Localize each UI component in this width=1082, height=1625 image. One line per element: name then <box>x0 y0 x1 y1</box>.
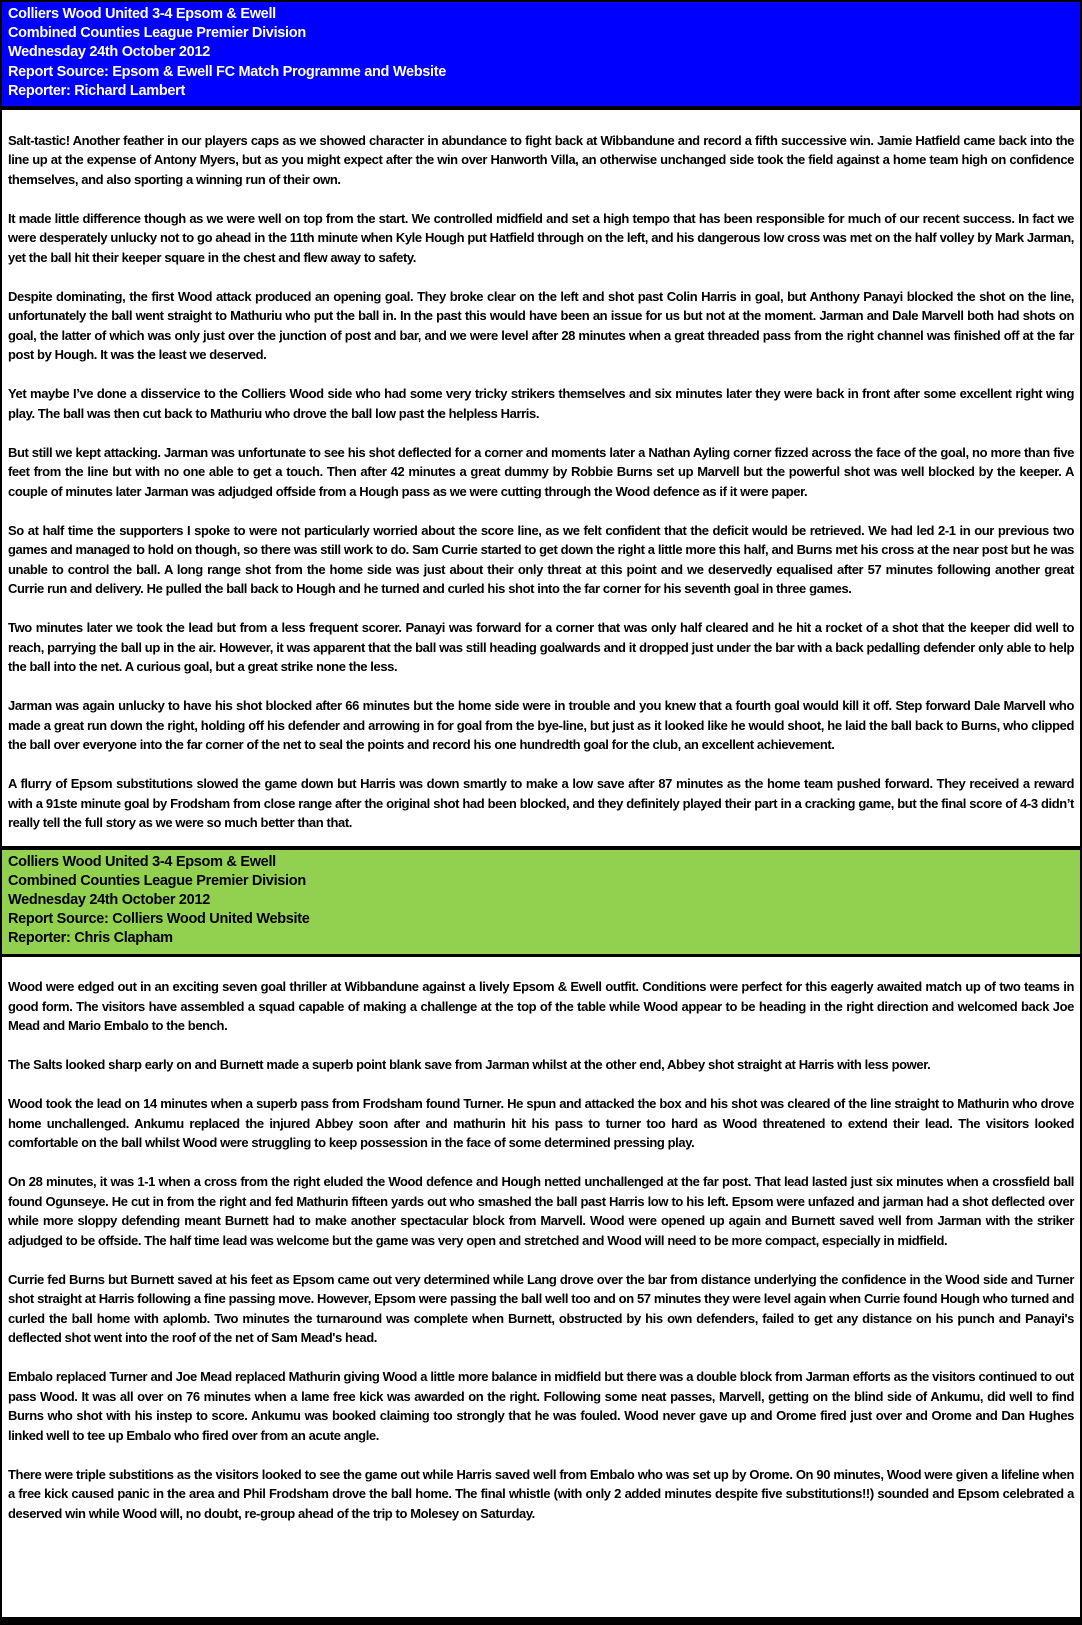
report2-league: Combined Counties League Premier Division <box>8 872 306 889</box>
report2-paragraph-5: Currie fed Burns but Burnett saved at his feet as Epsom came out very determined while Lang drove over the bar from distance underlying the confidence in the Wood side and Turner shot straight at Harris following a fine passing move. However, Epsom were passing the ball well too and on 57 minutes they were level again when Currie found Hough who turned and curled the ball home with aplomb. Two minutes the turnaround was complete when Burnett, obstructed by his own defenders, failed to get any distance on his punch and Panayi's deflected shot went into the roof of the net of Sam Mead's head. <box>8 1271 1074 1346</box>
report2-paragraph-3: Wood took the lead on 14 minutes when a superb pass from Frodsham found Turner. He spun and attacked the box and his shot was cleared of the line straight to Mathurin who drove home unchallenged. Ankumu replaced the injured Abbey soon after and mathurin hit his pass to turner too hard as Wood threatened to extend their lead. The visitors looked comfortable on the ball whilst Wood were struggling to keep possession in the face of some determined pressing play. <box>8 1096 1074 1151</box>
report2-paragraph-6: Embalo replaced Turner and Joe Mead replaced Mathurin giving Wood a little more balance in midfield but there was a double block from Jarman efforts as the visitors continued to out pass Wood. It was all over on 76 minutes when a lame free kick was awarded on the right. Following some neat passes, Marvell, getting on the blind side of Ankumu, did well to find Burns who shot with his instep to score. Ankumu was booked claiming too strongly that he was fouled. Wood never gave up and Orome fired just over and Orome and Dan Hughes linked well to tee up Embalo who fired over from an acute angle. <box>8 1369 1074 1443</box>
bottom-divider <box>2 1617 1080 1625</box>
report2-paragraph-1: Wood were edged out in an exciting seven goal thriller at Wibbandune against a lively Epsom & Ewell outfit. Conditions were perfect for this eagerly awaited match up of two teams in good form. The visitors have assembled a squad capable of making a challenge at the top of the table while Wood appear to be heading in the right direction and welcomed back Joe Mead and Mario Embalo to the bench. <box>8 979 1074 1034</box>
report2-body <box>2 957 1080 1537</box>
report1-paragraph-4: Yet maybe I’ve done a disservice to the Colliers Wood side who had some very tricky strikers themselves and six minutes later they were back in front after some excellent right wing play. The ball was then cut back to Mathuriu who drove the ball low past the helpless Harris. <box>8 386 1074 421</box>
report1-league: Combined Counties League Premier Division <box>8 25 306 42</box>
report1-match-title: Colliers Wood United 3-4 Epsom & Ewell <box>8 6 276 22</box>
report1-paragraph-1: Salt-tastic! Another feather in our players caps as we showed character in abundance to fight back at Wibbandune and record a fifth successive win. Jamie Hatfield came back into the line up at the expense of Antony Myers, but as you might expect after the win over Hanworth Villa, an otherwise unchanged side took the field against a home team high on confidence themselves, and also sporting a winning run of their own. <box>8 132 1074 187</box>
report1-paragraph-9: A flurry of Epsom substitutions slowed the game down but Harris was down smartly to make a low save after 87 minutes as the home team pushed forward. They received a reward with a 91ste minute goal by Frodsham from close range after the original shot had been blocked, and they definitely played their part in a cracking game, but the final score of 4-3 didn’t really tell the full story as we were so much better than that. <box>8 776 1074 831</box>
report1-date: Wednesday 24th October 2012 <box>8 44 210 61</box>
report2-date: Wednesday 24th October 2012 <box>8 891 210 908</box>
report1-source: Report Source: Epsom & Ewell FC Match Programme and Website <box>8 63 447 80</box>
report2-paragraph-4: On 28 minutes, it was 1-1 when a cross from the right eluded the Wood defence and Hough netted unchallenged at the far post. That lead lasted just six minutes when a crossfield ball found Ogunseye. He cut in from the right and fed Mathurin fifteen yards out who smashed the ball past Harris low to his left. Epsom were unfazed and jarman had a shot deflected over while more sloppy defending meant Burnett had to make another spectacular block from Marvell. Wood were opened up again and Burnett saved well from Jarman with the striker adjudged to be offside. The half time lead was welcome but the game was very open and stretched and Wood will need to be more compact, especially in midfield. <box>8 1174 1074 1248</box>
report2-paragraph-2: The Salts looked sharp early on and Burnett made a superb point blank save from Jarman whilst at the other end, Abbey shot straight at Harris with less power. <box>8 1057 931 1073</box>
report2-paragraph-7: There were triple substitions as the visitors looked to see the game out while Harris saved well from Embalo who was set up by Orome. On 90 minutes, Wood were given a lifeline when a free kick caused panic in the area and Phil Frodsham drove the ball home. The final whistle (with only 2 added minutes despite five substitutions!!) sounded and Epsom celebrated a deserved win while Wood will, no doubt, re-group ahead of the trip to Molesey on Saturday. <box>8 1466 1074 1521</box>
report1-paragraph-6: So at half time the supporters I spoke to were not particularly worried about the score line, as we felt confident that the deficit would be retrieved. We had led 2-1 in our previous two games and managed to hold on though, so there was still work to do. Sam Currie started to get down the right a little more this half, and Burns met his cross at the near post but he was unable to control the ball. A long range shot from the home side was just about their only threat at this point and we deservedly equalised after 57 minutes following another great Currie run and delivery. He pulled the ball back to Hough and he turned and curled his shot into the far corner for his seventh goal in three games. <box>8 522 1074 597</box>
report2-match-title: Colliers Wood United 3-4 Epsom & Ewell <box>8 853 276 870</box>
report1-paragraph-2: It made little difference though as we were well on top from the start. We controlled midfield and set a high tempo that has been responsible for much of our recent success. In fact we were desperately unlucky not to go ahead in the 11th minute when Kyle Hough put Hatfield through on the left, and his dangerous low cross was met on the half volley by Mark Jarman, yet the ball hit their keeper square in the chest and flew away to safety. <box>8 210 1074 265</box>
report1-reporter: Reporter: Richard Lambert <box>8 82 186 99</box>
report1-body <box>2 110 1080 846</box>
report2-source: Report Source: Colliers Wood United Website <box>8 911 310 928</box>
report1-paragraph-8: Jarman was again unlucky to have his shot blocked after 66 minutes but the home side were in trouble and you knew that a fourth goal would kill it off. Step forward Dale Marvell who made a great run down the right, holding off his defender and arrowing in for goal from the bye-line, but just as it looked like he would shoot, he laid the ball back to Burns, who clipped the ball over everyone into the far corner of the net to seal the points and record his one hundredth goal for the club, an excellent achievement. <box>8 698 1074 753</box>
report1-paragraph-5: But still we kept attacking. Jarman was unfortunate to see his shot deflected for a corner and moments later a Nathan Ayling corner fizzed across the face of the goal, no more than five feet from the line but with no one able to get a touch. Then after 42 minutes a great dummy by Robbie Burns set up Marvell but the powerful shot was well blocked by the keeper. A couple of minutes later Jarman was adjudged offside from a Hough pass as we were cutting through the Wood defence as if it were paper. <box>8 444 1074 499</box>
report2-header <box>2 846 1080 957</box>
report1-header <box>2 2 1080 110</box>
report1-paragraph-3: Despite dominating, the first Wood attack produced an opening goal. They broke clear on the left and shot past Colin Harris in goal, but Anthony Panayi blocked the shot on the line, unfortunately the ball went straight to Mathuriu who put the ball in. In the past this would have been an issue for us but not at the moment. Jarman and Dale Marvell both had shots on goal, the latter of which was only just over the junction of post and bar, and we were level after 28 minutes when a great threaded pass from the right channel was finished off at the far post by Hough. It was the least we deserved. <box>8 288 1074 363</box>
report2-reporter: Reporter: Chris Clapham <box>8 930 173 947</box>
report1-paragraph-7: Two minutes later we took the lead but from a less frequent scorer. Panayi was forward for a corner that was only half cleared and he hit a rocket of a shot that the keeper did well to reach, parrying the ball up in the air. However, it was apparent that the ball was still heading goalwards and it dropped just under the bar with a back pedalling defender only able to help the ball into the net. A curious goal, but a great strike none the less. <box>8 620 1074 675</box>
